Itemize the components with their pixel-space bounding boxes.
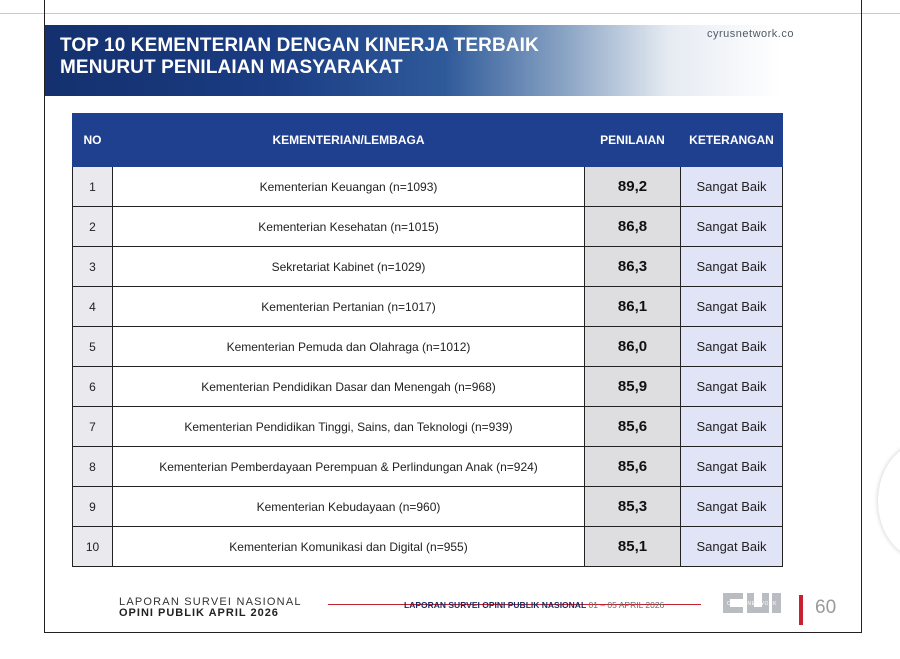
- table-row: [73, 247, 783, 287]
- rank-number: 9: [73, 487, 113, 527]
- score-note: Sangat Baik: [681, 287, 783, 327]
- ministry-name: Kementerian Pertanian (n=1017): [113, 287, 585, 327]
- page-title: [60, 35, 539, 79]
- footer-survey-caption: [404, 600, 664, 610]
- logo-caption: CYRUSNETWORK: [726, 601, 778, 607]
- score-value: 89,2: [585, 167, 681, 207]
- footer-report-subtitle: OPINI PUBLIK APRIL 2026: [119, 607, 279, 619]
- score-value: 85,6: [585, 407, 681, 447]
- table-row: [73, 407, 783, 447]
- score-note: Sangat Baik: [681, 367, 783, 407]
- table-header-row: [73, 114, 783, 167]
- score-note: Sangat Baik: [681, 447, 783, 487]
- column-header-note: KETERANGAN: [681, 114, 783, 167]
- rank-number: 4: [73, 287, 113, 327]
- brand-watermark: cyrusnetwork.co: [707, 28, 794, 40]
- score-note: Sangat Baik: [681, 407, 783, 447]
- score-value: 85,9: [585, 367, 681, 407]
- rank-number: 2: [73, 207, 113, 247]
- score-value: 86,3: [585, 247, 681, 287]
- ministry-name: Kementerian Pemberdayaan Perempuan & Perlindungan Anak (n=924): [113, 447, 585, 487]
- score-value: 85,6: [585, 447, 681, 487]
- ministry-name: Kementerian Kesehatan (n=1015): [113, 207, 585, 247]
- rank-number: 10: [73, 527, 113, 567]
- score-value: 86,1: [585, 287, 681, 327]
- score-note: Sangat Baik: [681, 327, 783, 367]
- score-note: Sangat Baik: [681, 247, 783, 287]
- rank-number: 1: [73, 167, 113, 207]
- table-row: [73, 487, 783, 527]
- table-row: [73, 367, 783, 407]
- ministry-name: Kementerian Kebudayaan (n=960): [113, 487, 585, 527]
- column-header-score: PENILAIAN: [585, 114, 681, 167]
- score-note: Sangat Baik: [681, 527, 783, 567]
- footer-caption-date: 01 – 05 APRIL 2026: [588, 600, 665, 610]
- ministry-name: Kementerian Keuangan (n=1093): [113, 167, 585, 207]
- score-note: Sangat Baik: [681, 167, 783, 207]
- ministry-name: Kementerian Pemuda dan Olahraga (n=1012): [113, 327, 585, 367]
- ranking-table: [72, 113, 783, 567]
- rank-number: 8: [73, 447, 113, 487]
- score-value: 86,0: [585, 327, 681, 367]
- table-row: [73, 527, 783, 567]
- page-accent-bar: [799, 595, 803, 625]
- rank-number: 3: [73, 247, 113, 287]
- score-value: 86,8: [585, 207, 681, 247]
- page-number: 60: [815, 597, 837, 618]
- rank-number: 7: [73, 407, 113, 447]
- ministry-name: Kementerian Pendidikan Tinggi, Sains, dan Teknologi (n=939): [113, 407, 585, 447]
- score-value: 85,1: [585, 527, 681, 567]
- title-line-1: TOP 10 KEMENTERIAN DENGAN KINERJA TERBAIK: [60, 35, 539, 56]
- ministry-name: Sekretariat Kabinet (n=1029): [113, 247, 585, 287]
- rank-number: 6: [73, 367, 113, 407]
- ministry-name: Kementerian Pendidikan Dasar dan Menengah (n=968): [113, 367, 585, 407]
- table-row: [73, 447, 783, 487]
- column-header-no: NO: [73, 114, 113, 167]
- footer-caption-bold: LAPORAN SURVEI OPINI PUBLIK NASIONAL: [404, 600, 587, 610]
- ministry-name: Kementerian Komunikasi dan Digital (n=955): [113, 527, 585, 567]
- table-row: [73, 207, 783, 247]
- side-circle-decoration: [878, 443, 900, 559]
- table-row: [73, 287, 783, 327]
- score-note: Sangat Baik: [681, 207, 783, 247]
- footer-report-title: LAPORAN SURVEI NASIONAL: [119, 596, 302, 608]
- score-note: Sangat Baik: [681, 487, 783, 527]
- table-row: [73, 327, 783, 367]
- column-header-ministry: KEMENTERIAN/LEMBAGA: [113, 114, 585, 167]
- table-row: [73, 167, 783, 207]
- rank-number: 5: [73, 327, 113, 367]
- title-line-2: MENURUT PENILAIAN MASYARAKAT: [60, 57, 403, 78]
- score-value: 85,3: [585, 487, 681, 527]
